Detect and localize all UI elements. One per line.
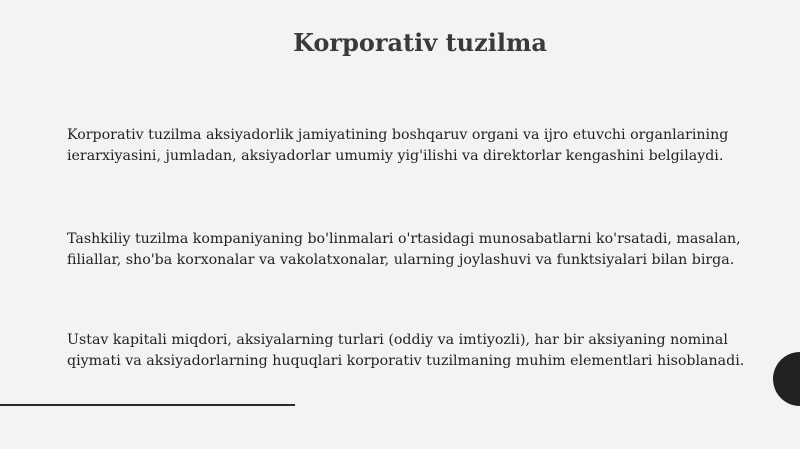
decorative-circle <box>773 352 800 406</box>
slide-title: Korporativ tuzilma <box>293 28 547 57</box>
paragraph-corporate-structure: Korporativ tuzilma aksiyadorlik jamiyatining boshqaruv organi va ijro etuvchi organlarining ierarxiyasini, jumladan, aksiyadorlar umumiy yig'ilishi va direktorlar kengashini belgilaydi. <box>67 127 729 164</box>
paragraph-organizational-structure: Tashkiliy tuzilma kompaniyaning bo'linmalari o'rtasidagi munosabatlarni ko'rsatadi, masalan, filiallar, sho'ba korxonalar va vakolatxonalar, ularning joylashuvi va funktsiyalari bilan birga. <box>67 231 741 268</box>
paragraph-charter-capital: Ustav kapitali miqdori, aksiyalarning turlari (oddiy va imtiyozli), har bir aksiyaning nominal qiymati va aksiyadorlarning huquqlari korporativ tuzilmaning muhim elementlari hisoblanadi. <box>67 332 745 369</box>
decorative-divider-line <box>0 404 295 406</box>
